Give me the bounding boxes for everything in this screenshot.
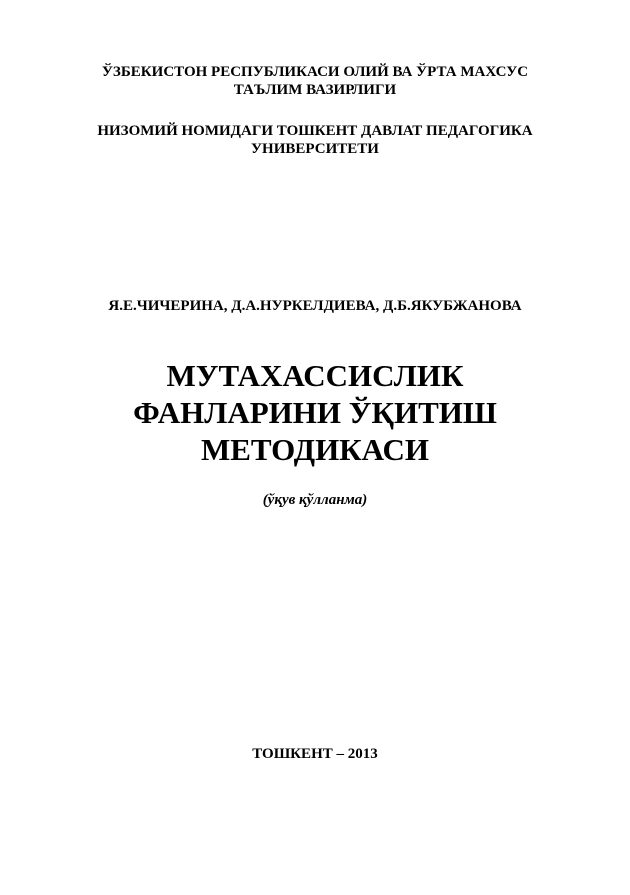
university-line-1: НИЗОМИЙ НОМИДАГИ ТОШКЕНТ ДАВЛАТ ПЕДАГОГИКА [97, 123, 533, 139]
title-line-1: МУТАХАССИСЛИК [166, 358, 464, 393]
authors-line: Я.Е.ЧИЧЕРИНА, Д.А.НУРКЕЛДИЕВА, Д.Б.ЯКУБЖАНОВА [108, 298, 522, 314]
university-line-2: УНИВЕРСИТЕТИ [251, 141, 379, 157]
ministry-line-1: ЎЗБЕКИСТОН РЕСПУБЛИКАСИ ОЛИЙ ВА ЎРТА МАХСУС [101, 64, 529, 80]
authors [0, 297, 630, 315]
title-line-3: МЕТОДИКАСИ [200, 432, 430, 467]
title-line-2: ФАНЛАРИНИ ЎҚИТИШ [133, 395, 497, 430]
university-header [0, 122, 630, 158]
subtitle-line: (ўқув қўлланма) [262, 492, 368, 508]
ministry-line-2: ТАЪЛИМ ВАЗИРЛИГИ [233, 82, 397, 98]
document-subtitle [0, 491, 630, 509]
document-title [0, 357, 630, 468]
footer-line: ТОШКЕНТ – 2013 [252, 746, 378, 762]
ministry-header [0, 63, 630, 99]
place-and-year [0, 745, 630, 763]
